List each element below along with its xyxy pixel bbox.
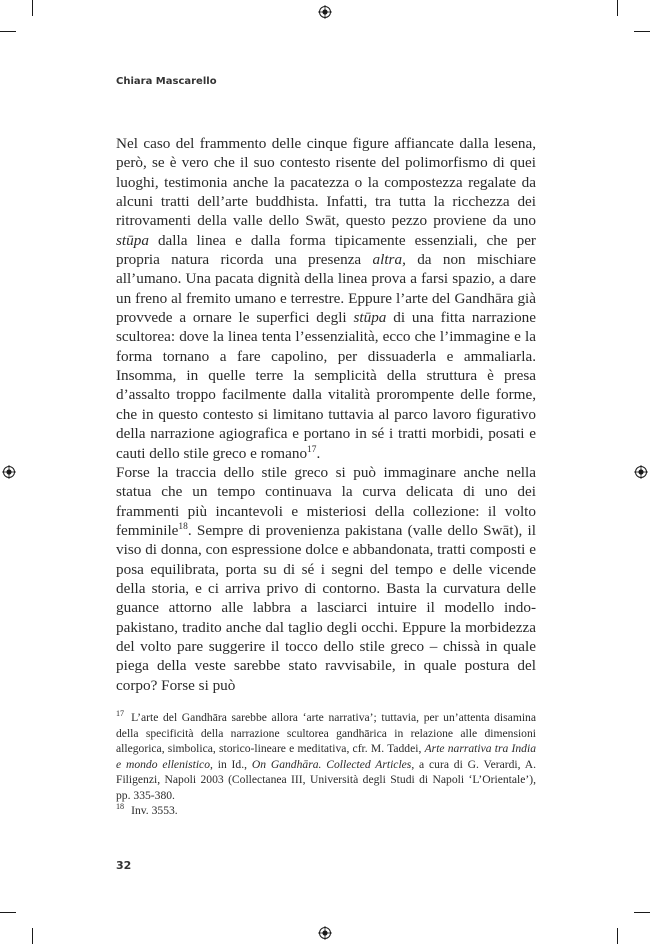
crop-mark [32,0,33,16]
italic-text: altra [372,251,403,269]
registration-mark-icon [634,465,648,479]
footnote-text [116,711,536,802]
body-text [116,134,536,695]
text-run: L’arte del Gandhāra sarebbe allora ‘arte narrativa’; tuttavia, per un’attenta disamina della specificità della narrazione scultorea gandhārica in relazione alle dimensioni allegorica, simbolica, storico-lineare e meditativa, cfr. M. Taddei, [116,711,536,755]
page-number: 32 [116,859,132,872]
footnote-number: 17 [116,709,125,719]
crop-mark [634,912,650,913]
italic-text: Arte narrativa tra India e mondo ellenistico [116,742,536,771]
footnote-17 [116,710,536,803]
crop-mark [0,912,16,913]
registration-mark-icon [318,926,332,940]
paragraph-2 [116,463,536,695]
registration-mark-icon [2,465,16,479]
crop-mark [617,0,618,16]
paragraph-1 [116,134,536,463]
text-run: , in Id., [210,757,252,771]
crop-mark [617,928,618,944]
text-run: . Sempre di provenienza pakistana (valle dello Swāt), il viso di donna, con espressione dolce e abbandonata, tratti composti e posa equilibrata, porta su di sé i segni del tempo e delle vicende della storia, e ci arriva privo di contorno. Basta la curvatura delle guance attorno alle labbra a lasciarci intuire il modello indo-pakistano, tradito anche dal taglio degli occhi. Eppure la morbidezza del volto pare suggerire il tocco dello stile greco – chissà in quale piega della veste sarebbe stato ravvisabile, in quale postura del corpo? Forse si può [116,521,536,694]
registration-mark-icon [318,5,332,19]
text-run: Forse la traccia dello stile greco si può immaginare anche nella statua che un tempo continuava la curva delicata di uno dei frammenti più incantevoli e misteriosi della collezione: il volto femminile [116,463,536,539]
text-run: Nel caso del frammento delle cinque figure affiancate dalla lesena, però, se è vero che il suo contesto risente del polimorfismo di quei luoghi, testimonia anche la pacatezza o la compostezza regalate da alcuni tratti dell’arte buddhista. Infatti, tra tutta la ricchezza dei ritrovamenti della valle dello Swāt, questo pezzo proviene da uno [116,135,536,230]
footnote-18 [116,803,536,819]
text-run: , a cura di G. Verardi, A. Filigenzi, Napoli 2003 (Collectanea III, Università degli Studi di Napoli ‘L’Orientale’), pp. 335-380. [116,757,536,802]
text-run: di una fitta narrazione scultorea: dove la linea tenta l’essenzialità, ecco che l’immagine e la forma tornano a fare capolino, per dissuaderla e ammaliarla. Insomma, in quelle terre la semplicità della struttura è presa d’assalto troppo facilmente dalla vitalità prorompente delle forme, che in questo contesto si limitano tuttavia al parco lavoro figurativo della narrazione agiografica e portano in sé i tratti morbidi, posati e cauti dello stile greco e romano [116,309,537,462]
footnote-number: 18 [116,802,125,812]
text-run: , da non mischiare all’umano. Una pacata dignità della linea prova a farsi spazio, a dare un freno al fremito umano e terrestre. Eppure l’arte del Gandhāra già provvede a ornare le superfici degli [116,251,537,327]
crop-mark [32,928,33,944]
footnote-ref: 17 [307,444,317,455]
crop-mark [634,31,650,32]
italic-text: On Gandhāra. Collected Articles [251,757,412,771]
footnote-ref: 18 [178,521,188,532]
footnote-text [131,804,178,817]
text-run: Inv. 3553. [131,804,178,817]
footnotes [116,710,536,819]
italic-text: stūpa [116,231,149,249]
crop-mark [0,31,16,32]
text-run: . [316,444,321,462]
italic-text: stūpa [353,309,387,327]
running-head-author: Chiara Mascarello [116,76,217,87]
text-run: dalla linea e dalla forma tipicamente essenziali, che per propria natura ricorda una presenza [116,231,536,269]
